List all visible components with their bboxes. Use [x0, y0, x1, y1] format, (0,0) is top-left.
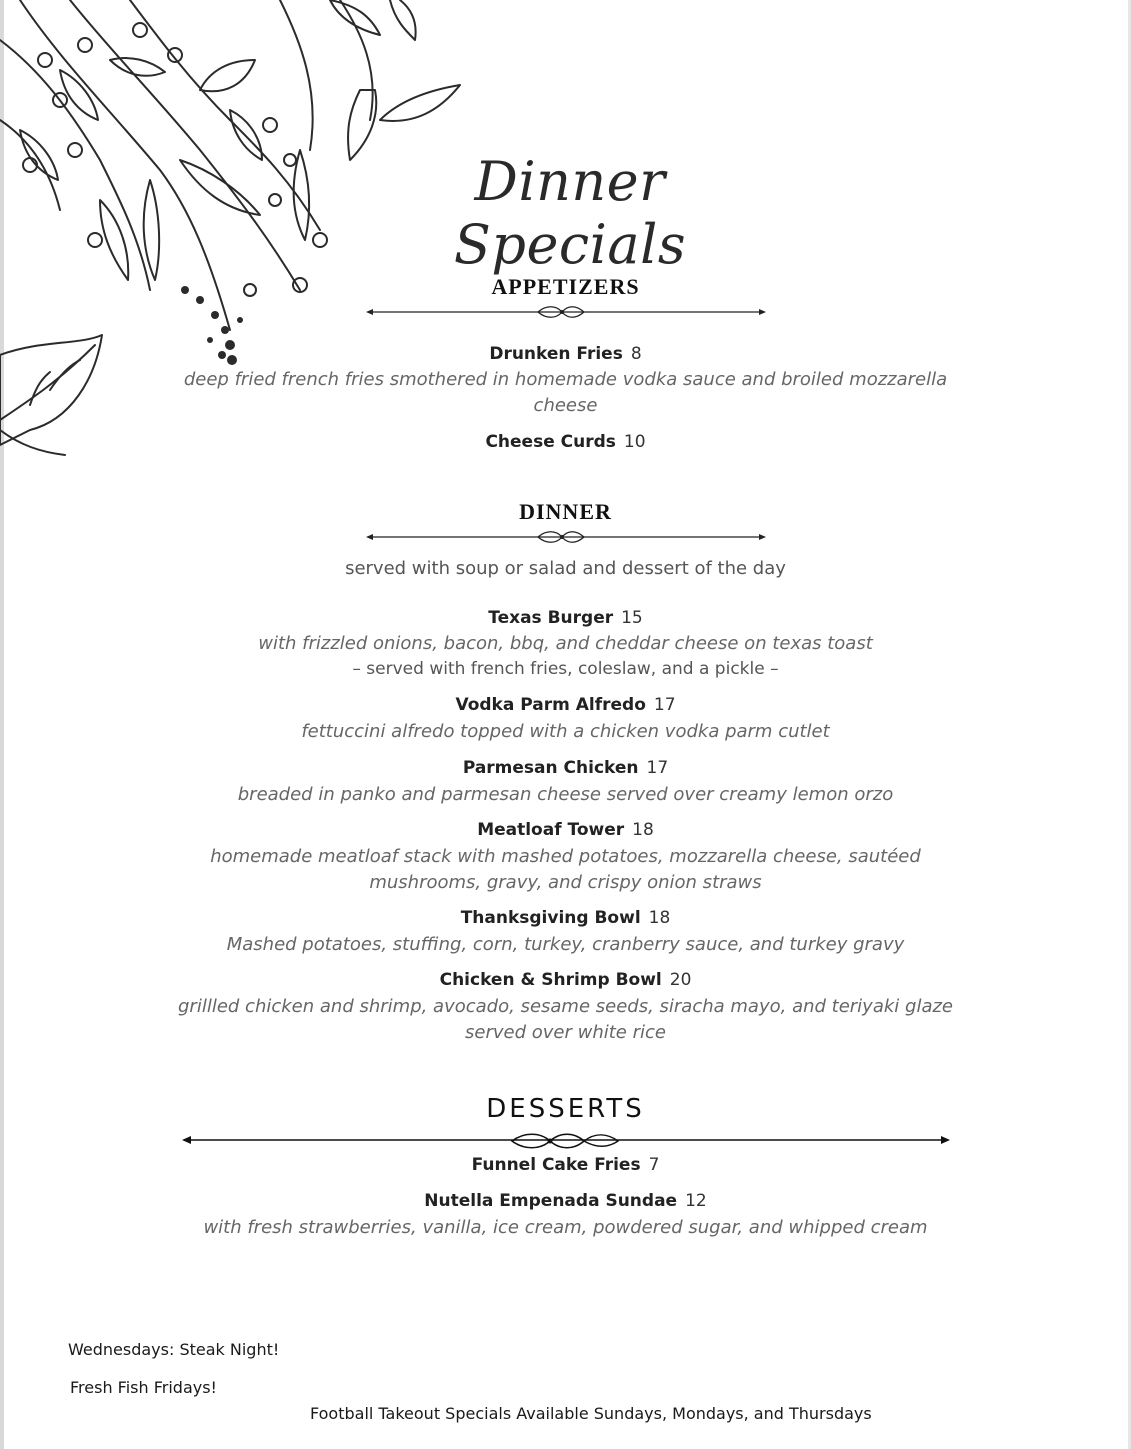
item-description: grillled chicken and shrimp, avocado, sesame seeds, siracha mayo, and teriyaki glaze — [178, 996, 953, 1017]
item-price: 17 — [646, 758, 669, 778]
item-price: 18 — [648, 908, 671, 928]
item-name: Cheese Curds — [485, 432, 616, 452]
item-description: fettuccini alfredo topped with a chicken vodka parm cutlet — [301, 721, 830, 742]
menu-item-parmesan-chicken — [0, 758, 1131, 778]
item-description: cheese — [533, 395, 598, 416]
menu-item-drunken-fries — [0, 344, 1131, 364]
section-heading-appetizers: APPETIZERS — [491, 274, 640, 299]
item-name: Meatloaf Tower — [477, 820, 625, 840]
item-price: 8 — [630, 344, 642, 364]
item-description: mushrooms, gravy, and crispy onion straws — [369, 872, 762, 893]
menu-item-thanksgiving-bowl — [0, 908, 1131, 928]
footer-steak-night: Wednesdays: Steak Night! — [68, 1340, 280, 1359]
item-description: deep fried french fries smothered in homemade vodka sauce and broiled mozzarella — [183, 369, 948, 390]
item-description: Mashed potatoes, stuffing, corn, turkey, cranberry sauce, and turkey gravy — [226, 934, 905, 955]
ornamental-divider-icon — [366, 302, 766, 322]
item-description: breaded in panko and parmesan cheese served over creamy lemon orzo — [237, 784, 894, 805]
menu-item-cheese-curds — [0, 432, 1131, 452]
item-name: Thanksgiving Bowl — [460, 908, 641, 928]
item-price: 15 — [621, 608, 643, 628]
menu-item-funnel-cake-fries — [0, 1155, 1131, 1175]
item-price: 17 — [653, 695, 676, 715]
item-description: with frizzled onions, bacon, bbq, and cheddar cheese on texas toast — [258, 633, 873, 654]
dinner-note: served with soup or salad and dessert of the day — [345, 558, 786, 579]
item-name: Parmesan Chicken — [462, 758, 639, 778]
ornamental-divider-icon — [366, 527, 766, 547]
menu-item-nutella-empenada-sundae — [0, 1191, 1131, 1211]
item-price: 10 — [623, 432, 646, 452]
section-heading-dinner: DINNER — [519, 499, 612, 524]
item-price: 7 — [648, 1155, 660, 1175]
item-price: 12 — [685, 1191, 707, 1211]
ornamental-divider-icon — [182, 1130, 950, 1152]
item-price: 20 — [669, 970, 692, 990]
item-description: homemade meatloaf stack with mashed potatoes, mozzarella cheese, sautéed — [210, 846, 921, 867]
menu-item-texas-burger — [0, 608, 1131, 628]
item-price: 18 — [632, 820, 654, 840]
footer-football-specials: Football Takeout Specials Available Sundays, Mondays, and Thursdays — [310, 1404, 872, 1423]
item-name: Vodka Parm Alfredo — [455, 695, 646, 715]
menu-item-meatloaf-tower — [0, 820, 1131, 840]
footer-fish-fridays: Fresh Fish Fridays! — [70, 1378, 217, 1397]
item-name: Funnel Cake Fries — [471, 1155, 641, 1175]
item-name: Nutella Empenada Sundae — [424, 1191, 678, 1211]
menu-item-chicken-shrimp-bowl — [0, 970, 1131, 990]
page-title: Dinner Specials — [453, 150, 687, 276]
item-side-note: – served with french fries, coleslaw, and a pickle – — [352, 659, 779, 679]
section-heading-desserts: DESSERTS — [486, 1094, 645, 1124]
item-name: Chicken & Shrimp Bowl — [439, 970, 662, 990]
item-description: with fresh strawberries, vanilla, ice cream, powdered sugar, and whipped cream — [203, 1217, 928, 1238]
item-name: Drunken Fries — [489, 344, 623, 364]
item-description: served over white rice — [465, 1022, 666, 1043]
item-name: Texas Burger — [488, 608, 614, 628]
menu-item-vodka-parm-alfredo — [0, 695, 1131, 715]
